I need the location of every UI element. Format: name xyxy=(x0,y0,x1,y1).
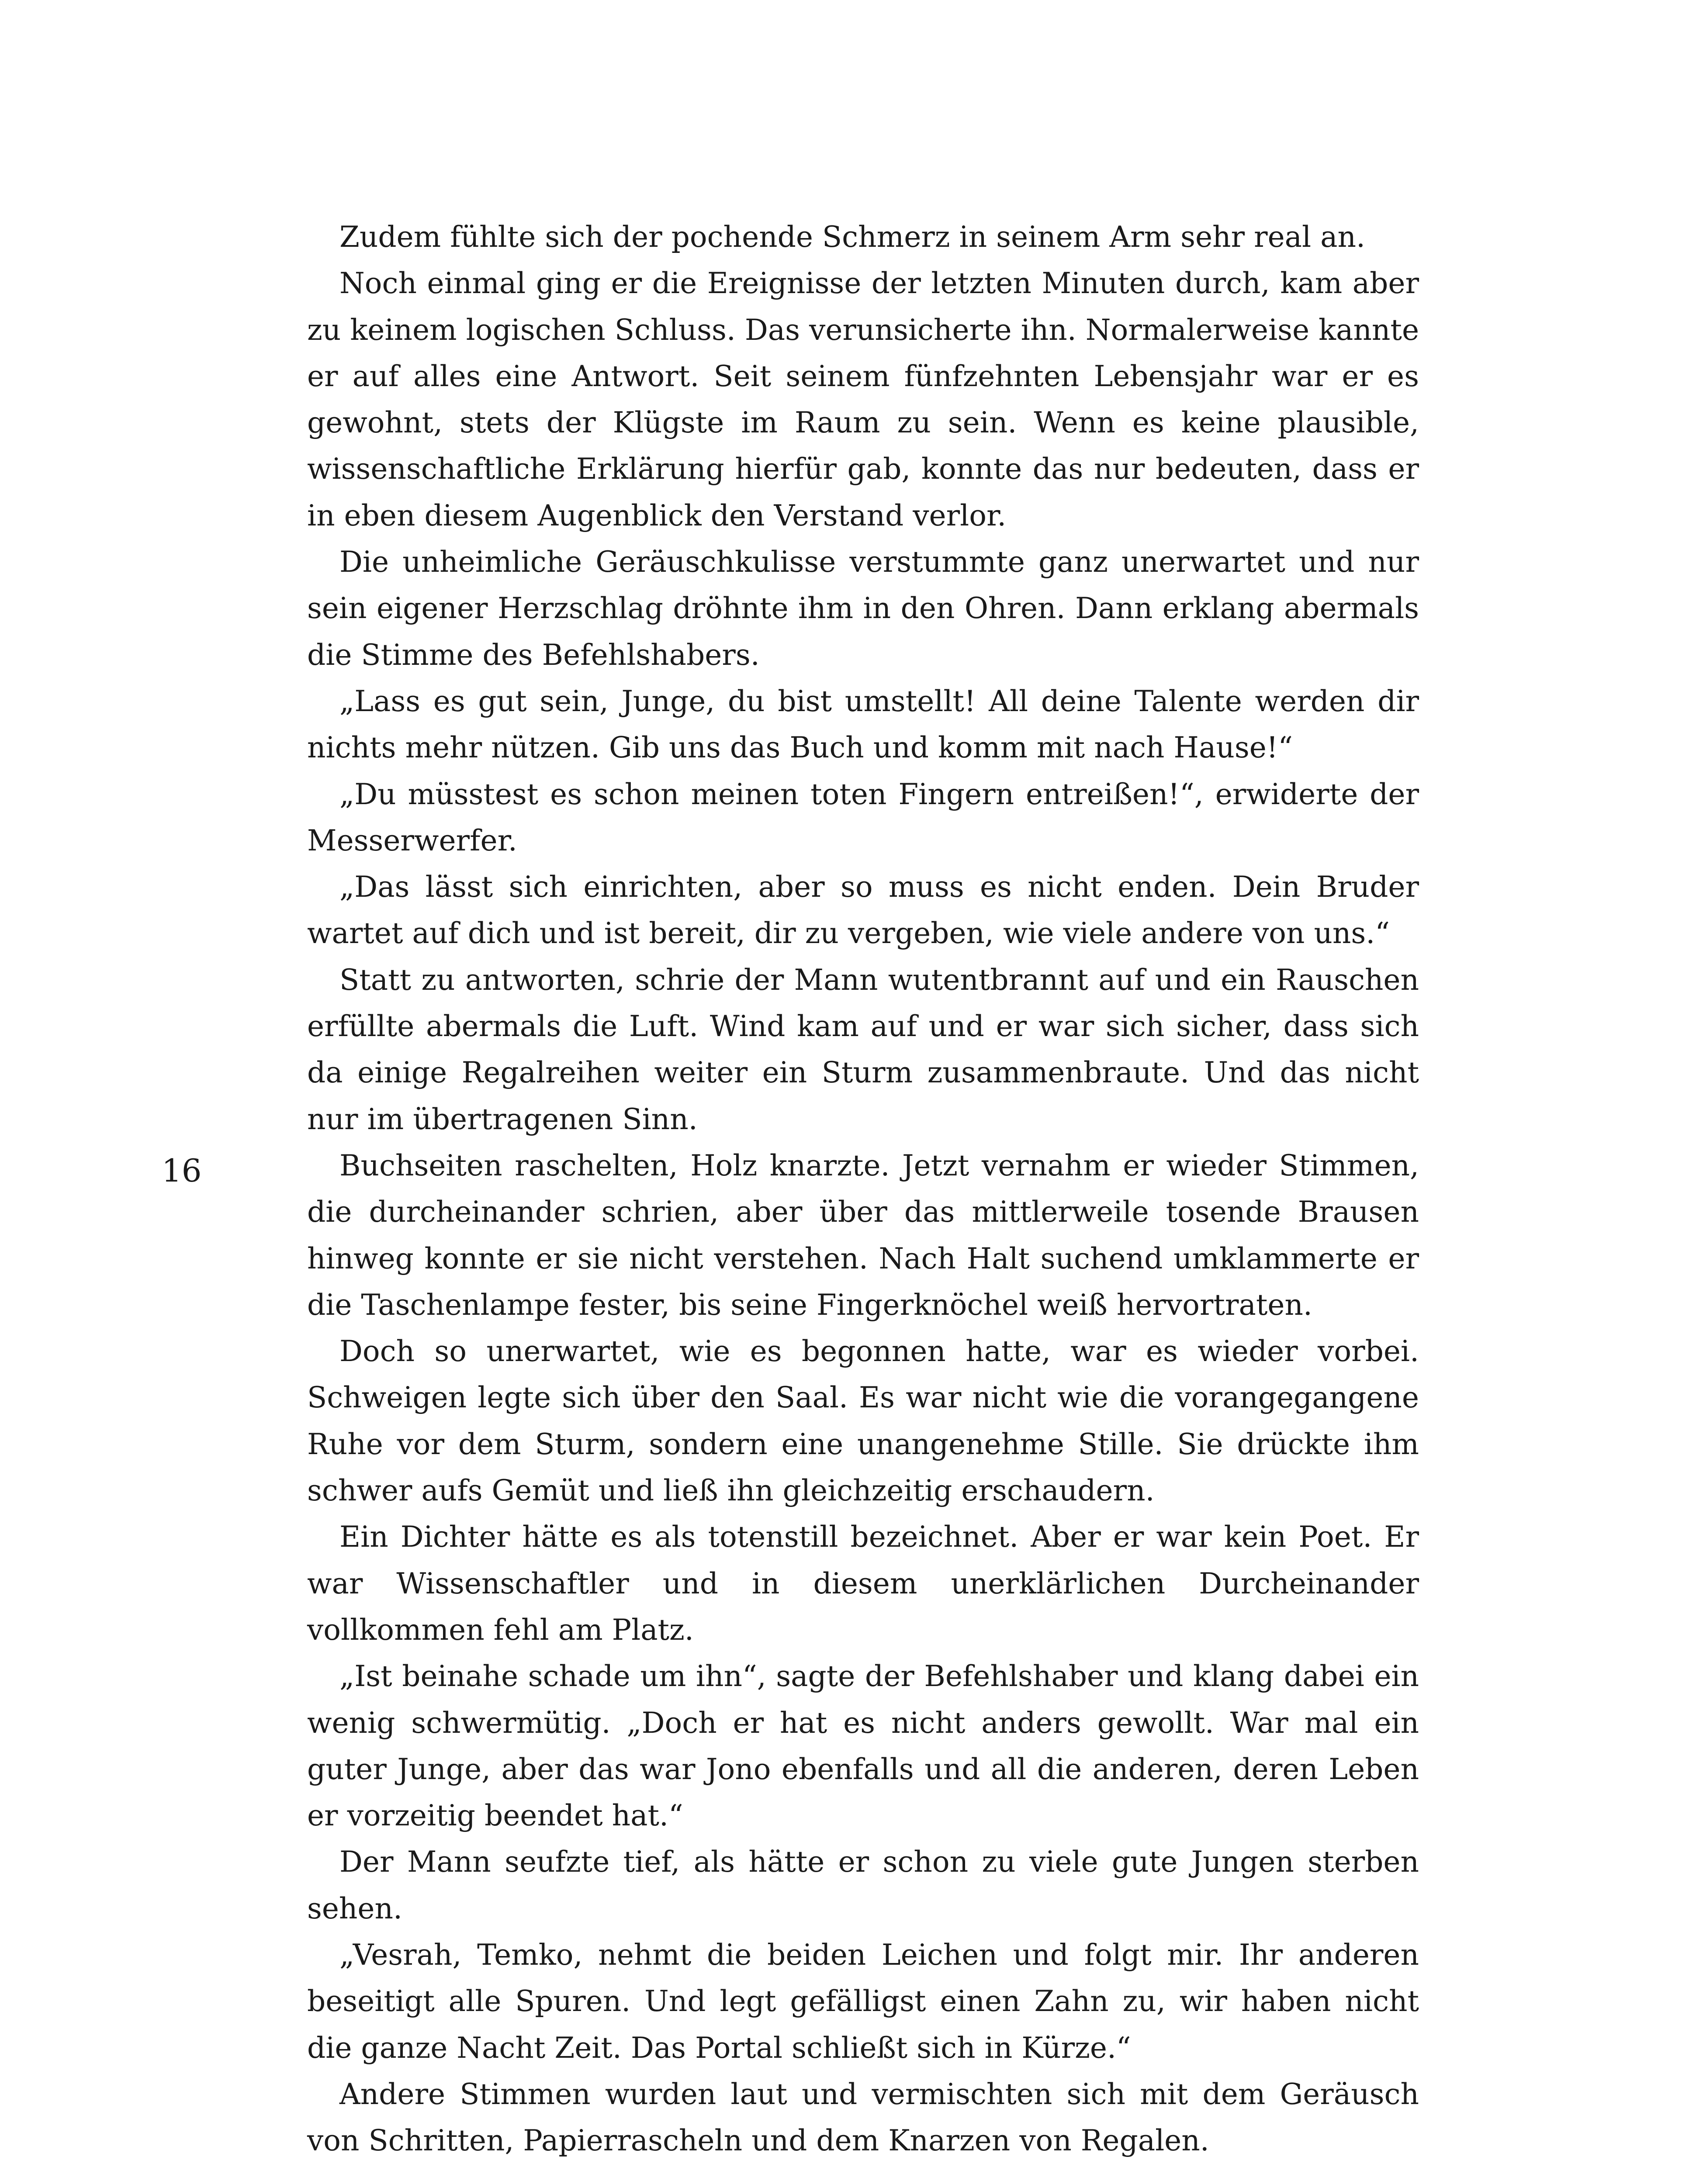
paragraph: Doch so unerwartet, wie es begonnen hatte, war es wieder vorbei. Schweigen legte sich über den Saal. Es war nicht wie die vorangegangene Ruhe vor dem Sturm, sondern eine unangenehme Stille. Sie drückte ihm schwer aufs Gemüt und ließ ihn gleichzeitig erschaudern. xyxy=(307,1334,1419,1508)
paragraph: „Ist beinahe schade um ihn“, sagte der Befehlshaber und klang dabei ein wenig schwermütig. „Doch er hat es nicht anders gewollt. War mal ein guter Junge, aber das war Jono ebenfalls und all die anderen, deren Leben er vorzeitig beendet hat.“ xyxy=(307,1659,1419,1833)
paragraph: Buchseiten raschelten, Holz knarzte. Jetzt vernahm er wieder Stimmen, die durcheinander schrien, aber über das mittlerweile tosende Brausen hinweg konnte er sie nicht verstehen. Nach Halt suchend umklammerte er die Taschenlampe fester, bis seine Fingerknöchel weiß hervortraten. xyxy=(307,1148,1419,1322)
paragraph: Zudem fühlte sich der pochende Schmerz in seinem Arm sehr real an. xyxy=(339,220,1365,254)
paragraph: Ein Dichter hätte es als totenstill bezeichnet. Aber er war kein Poet. Er war Wissenschaftler und in diesem unerklärlichen Durcheinander vollkommen fehl am Platz. xyxy=(307,1520,1419,1647)
paragraph: Der Mann seufzte tief, als hätte er schon zu viele gute Jungen sterben sehen. xyxy=(307,1845,1419,1925)
paragraph: „Das lässt sich einrichten, aber so muss es nicht enden. Dein Bruder wartet auf dich und ist bereit, dir zu vergeben, wie viele andere von uns.“ xyxy=(307,870,1419,950)
paragraph: Andere Stimmen wurden laut und vermischten sich mit dem Geräusch von Schritten, Papierrascheln und dem Knarzen von Regalen. xyxy=(307,2077,1419,2158)
page-number: 16 xyxy=(162,1152,202,1189)
paragraph: Noch einmal ging er die Ereignisse der letzten Minuten durch, kam aber zu keinem logischen Schluss. Das verunsicherte ihn. Normalerweise kannte er auf alles eine Antwort. Seit seinem fünfzehnten Lebensjahr war er es gewohnt, stets der Klügste im Raum zu sein. Wenn es keine plausible, wissenschaftliche Erklärung hierfür gab, konnte das nur bedeuten, dass er in eben diesem Augenblick den Verstand verlor. xyxy=(307,266,1419,532)
paragraph: Statt zu antworten, schrie der Mann wutentbrannt auf und ein Rauschen erfüllte abermals die Luft. Wind kam auf und er war sich sicher, dass sich da einige Regalreihen weiter ein Sturm zusammenbraute. Und das nicht nur im übertragenen Sinn. xyxy=(307,963,1419,1136)
paragraph: „Du müsstest es schon meinen toten Fingern entreißen!“, erwiderte der Messerwerfer. xyxy=(307,777,1419,857)
paragraph: „Vesrah, Temko, nehmt die beiden Leichen und folgt mir. Ihr anderen beseitigt alle Spuren. Und legt gefälligst einen Zahn zu, wir haben nicht die ganze Nacht Zeit. Das Portal schließt sich in Kürze.“ xyxy=(307,1938,1419,2065)
body-text xyxy=(307,214,1419,2164)
paragraph: „Lass es gut sein, Junge, du bist umstellt! All deine Talente werden dir nichts mehr nützen. Gib uns das Buch und komm mit nach Hause!“ xyxy=(307,684,1419,765)
paragraph: Die unheimliche Geräuschkulisse verstummte ganz unerwartet und nur sein eigener Herzschlag dröhnte ihm in den Ohren. Dann erklang abermals die Stimme des Befehlshabers. xyxy=(307,545,1419,672)
